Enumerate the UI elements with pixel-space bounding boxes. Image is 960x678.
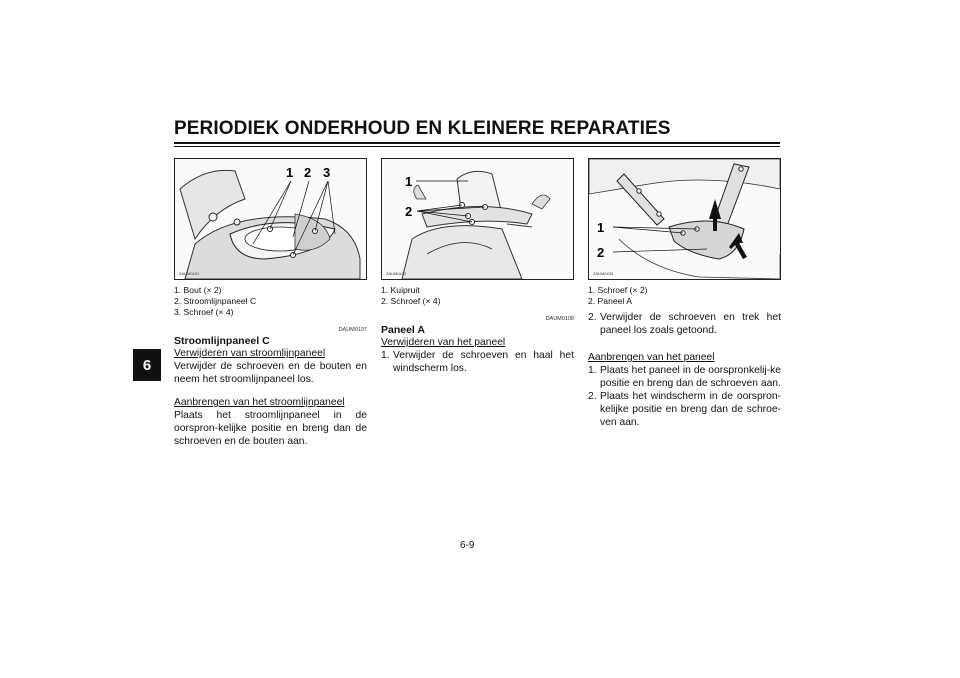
paragraph-remove: Verwijder de schroeven en de bouten en neem het stroomlijnpaneel los. — [174, 361, 367, 385]
list-item — [588, 364, 781, 390]
callout-1: 1 — [405, 174, 413, 189]
column-1 — [174, 158, 367, 448]
chapter-tab: 6 — [133, 349, 161, 381]
figure-fairing-panel-c — [174, 158, 367, 280]
section-code: DAUM0107 — [338, 327, 367, 333]
subheading-remove: Verwijderen van stroomlijnpaneel — [174, 348, 326, 359]
scooter-seat-illustration — [175, 159, 366, 279]
column-2 — [381, 158, 574, 375]
callout-1: 1 — [286, 165, 294, 180]
list-item — [381, 349, 574, 375]
step-text: Verwijder de schroeven en haal het windscherm los. — [393, 350, 574, 374]
list-item — [588, 390, 781, 429]
steps-list — [588, 364, 781, 429]
step-number: 2. — [588, 312, 597, 323]
legend-item: 1. Bout (× 2) — [174, 285, 222, 295]
paragraph-install: Plaats het stroomlijnpaneel in de oorspron-kelijke positie en breng dan de schroeven en de bouten aan. — [174, 410, 367, 447]
legend-item: 1. Kuipruit — [381, 285, 420, 295]
page-number: 6-9 — [460, 540, 475, 551]
subheading-remove: Verwijderen van het paneel — [381, 337, 506, 348]
list-item — [588, 311, 781, 337]
subheading-install: Aanbrengen van het stroomlijnpaneel — [174, 397, 345, 408]
legend-item: 2. Schroef (× 4) — [381, 296, 441, 306]
title-rule-thin — [174, 146, 780, 147]
steps-list-top — [588, 311, 781, 337]
legend — [588, 285, 781, 307]
legend-item: 2. Stroomlijnpaneel C — [174, 296, 257, 306]
legend-item: 3. Schroef (× 4) — [174, 307, 234, 317]
step-text: Plaats het paneel in de oorspronkelij-ke positie en breng dan de schroeven aan. — [600, 365, 781, 389]
step-number: 1. — [381, 350, 390, 361]
panel-removal-illustration — [589, 159, 780, 279]
page-title: PERIODIEK ONDERHOUD EN KLEINERE REPARATIES — [174, 118, 671, 139]
scooter-front-illustration — [382, 159, 573, 279]
subheading-install: Aanbrengen van het paneel — [588, 352, 715, 363]
section-heading: Stroomlijnpaneel C — [174, 335, 270, 347]
step-number: 1. — [588, 365, 597, 376]
figure-code: ZAUM0431 — [179, 271, 200, 276]
figure-code: ZAUM0432 — [386, 271, 407, 276]
figure-panel-a — [588, 158, 781, 280]
callout-2: 2 — [304, 165, 312, 180]
figure-windshield — [381, 158, 574, 280]
section-heading: Paneel A — [381, 324, 425, 336]
callout-2: 2 — [405, 204, 413, 219]
callout-2: 2 — [597, 245, 605, 260]
legend-item: 1. Schroef (× 2) — [588, 285, 648, 295]
callout-3: 3 — [323, 165, 331, 180]
callout-1: 1 — [597, 220, 605, 235]
figure-code: ZAUM0433 — [593, 271, 614, 276]
column-3 — [588, 158, 781, 429]
legend-item: 2. Paneel A — [588, 296, 632, 306]
legend — [174, 285, 367, 318]
legend — [381, 285, 574, 307]
step-number: 2. — [588, 391, 597, 402]
title-rule — [174, 142, 780, 144]
steps-list — [381, 349, 574, 375]
step-text: Plaats het windscherm in de oorspron-kelijke positie en breng dan de schroe-ven aan. — [600, 391, 781, 428]
step-text: Verwijder de schroeven en trek het paneel los zoals getoond. — [600, 312, 781, 336]
section-code: DAUM0108 — [545, 316, 574, 322]
